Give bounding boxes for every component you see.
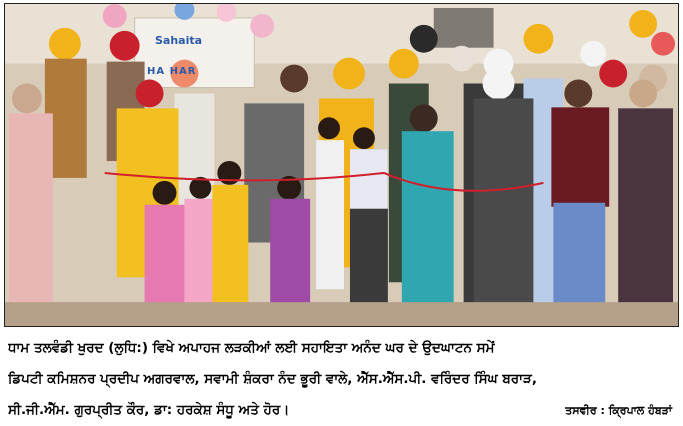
banner-brand: Sahaita xyxy=(155,34,203,47)
caption-line-2: ਡਿਪਟੀ ਕਮਿਸ਼ਨਰ ਪ੍ਰਦੀਪ ਅਗਰਵਾਲ, ਸਵਾਮੀ ਸ਼ੰਕਰਾ ਨੰਦ ਭੂਰੀ ਵਾਲੇ, ਐੱਸ.ਐੱਸ.ਪੀ. ਵਰਿੰਦਰ ਸਿੰਘ ਬਰਾੜ, xyxy=(8,371,537,387)
photo-caption xyxy=(8,333,676,426)
caption-line-1: ਧਾਮ ਤਲਵੰਡੀ ਖੁਰਦ (ਲੁਧਿ:) ਵਿਖੇ ਅਪਾਹਜ ਲੜਕੀਆਂ ਲਈ ਸਹਾਇਤਾ ਅਨੰਦ ਘਰ ਦੇ ਉਦਘਾਟਨ ਸਮੇਂ xyxy=(8,340,495,356)
photo-illustration xyxy=(5,4,678,326)
caption-line-3: ਸੀ.ਜੀ.ਐੱਮ. ਗੁਰਪ੍ਰੀਤ ਕੌਰ, ਡਾ: ਹਰਕੇਸ਼ ਸੰਧੂ ਅਤੇ ਹੋਰ। xyxy=(8,402,290,418)
caption-line-3-row xyxy=(8,395,676,426)
banner-subtext: HA HAR xyxy=(147,66,197,77)
photo-credit: ਤਸਵੀਰ : ਕ੍ਰਿਪਾਲ ਹੰਬੜਾਂ xyxy=(565,404,672,417)
news-photo xyxy=(4,3,679,327)
